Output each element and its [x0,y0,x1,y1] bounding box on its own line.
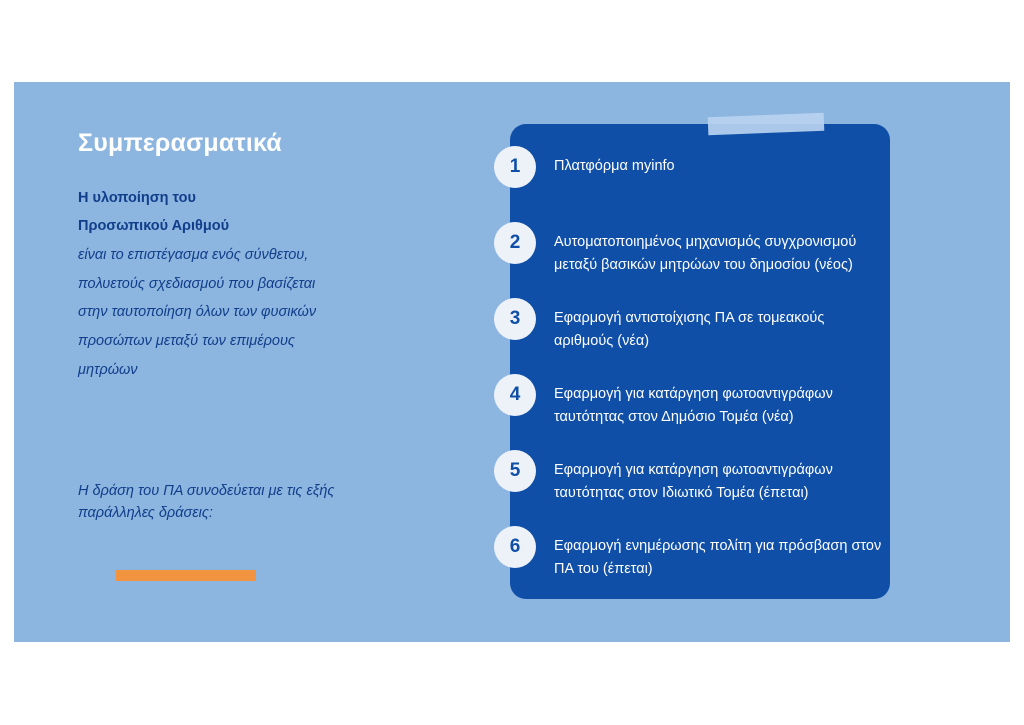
left-paragraph-line-1: Η υλοποίηση του [78,189,196,206]
list-item-number: 2 [494,222,536,264]
list-item-label: Εφαρμογή για κατάργηση φωτοαντιγράφων ταυτότητας στον Δημόσιο Τομέα (νέα) [554,386,833,426]
list-item-number: 5 [494,450,536,492]
left-paragraph [78,184,448,385]
left-column [78,130,448,384]
list-item-number: 4 [494,374,536,416]
list-item [494,526,894,582]
list-item [494,146,894,188]
left-paragraph-line-4: πολυετούς σχεδιασμού που βασίζεται [78,275,316,292]
left-paragraph-line-6: προσώπων μεταξύ των επιμέρους [78,333,295,350]
accent-bar [116,570,256,581]
list-item-label: Εφαρμογή αντιστοίχισης ΠΑ σε τομεακούς αριθμούς (νέα) [554,310,825,350]
list-item-number: 6 [494,526,536,568]
list-item [494,222,894,278]
list-item [494,298,894,354]
list-item-number: 1 [494,146,536,188]
list-item-label: Εφαρμογή για κατάργηση φωτοαντιγράφων ταυτότητας στον Ιδιωτικό Τομέα (έπεται) [554,462,833,502]
slide-canvas [14,82,1010,642]
left-note: Η δράση του ΠΑ συνοδεύεται με τις εξής παράλληλες δράσεις: [78,483,335,522]
list-item [494,450,894,506]
left-paragraph-line-5: στην ταυτοποίηση όλων των φυσικών [78,304,317,321]
list-item-label: Πλατφόρμα myinfo [554,158,675,174]
list-item [494,374,894,430]
list-item-label: Εφαρμογή ενημέρωσης πολίτη για πρόσβαση στον ΠΑ του (έπεται) [554,538,882,578]
left-paragraph-line-7: μητρώων [78,361,138,378]
left-paragraph-line-2: Προσωπικού Αριθμού [78,218,230,235]
list-card [510,124,890,599]
list-item-number: 3 [494,298,536,340]
left-paragraph-line-3: είναι το επιστέγασμα ενός σύνθετου, [78,246,309,263]
list-item-label: Αυτοματοποιημένος μηχανισμός συγχρονισμού μεταξύ βασικών μητρώων του δημοσίου (νέος) [554,234,857,274]
numbered-list [510,124,890,599]
page-title: Συμπερασματικά [78,129,282,157]
